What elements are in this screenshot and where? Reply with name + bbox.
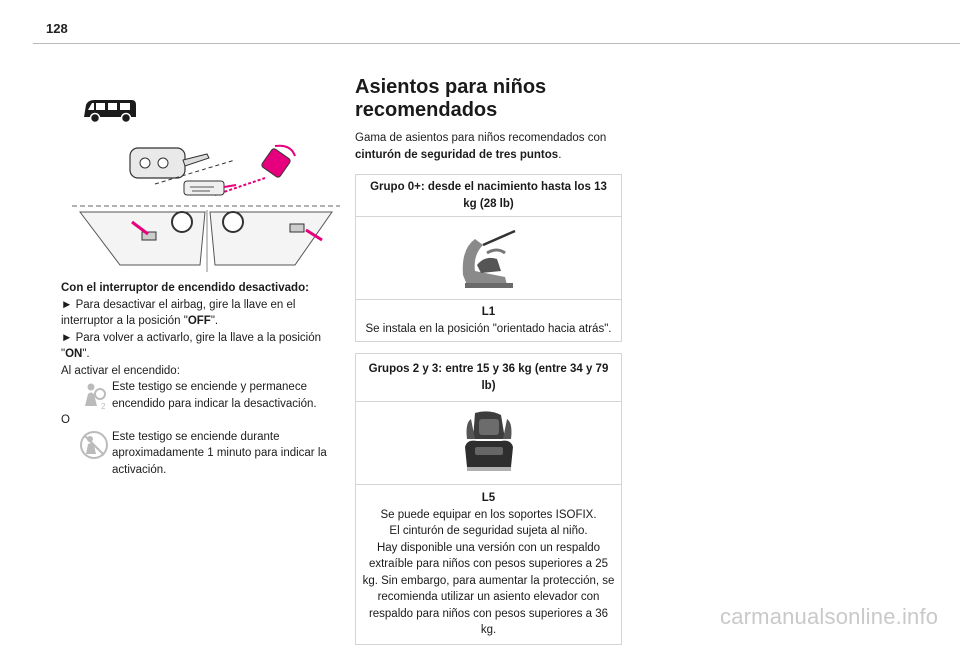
seat-description-line: Se puede equipar en los soportes ISOFIX. — [380, 508, 597, 521]
section-intro: Gama de asientos para niños recomendados con cinturón de seguridad de tres puntos. — [355, 132, 607, 161]
booster-seat-icon — [457, 409, 521, 477]
child-seat-section — [355, 76, 625, 645]
seat-description-line: Hay disponible una versión con un respaldo extraíble para niños con pesos superiores a 25 kg. Sin embargo, para aumentar la protección, se recomienda utilizar un asiento elevador con respaldo para niños con pesos superiores a 36 kg. — [362, 541, 615, 636]
group-description-cell — [356, 299, 621, 341]
page-number: 128 — [46, 21, 68, 36]
seat-image-cell — [356, 401, 621, 484]
airbag-instructions — [61, 280, 329, 478]
indicator-on-row — [61, 429, 329, 479]
seat-description: Se instala en la posición "orientado hacia atrás". — [365, 322, 612, 335]
indicator-off-text: Este testigo se enciende y permanece encendido para indicar la desactivación. — [112, 381, 317, 410]
instruction-reactivate: ► Para volver a activarlo, gire la llave a la posición "ON". — [61, 331, 322, 360]
airbag-on-warning-icon — [79, 430, 109, 460]
group-header: Grupos 2 y 3: entre 15 y 36 kg (entre 34 y 79 lb) — [368, 363, 609, 392]
section-title: Asientos para niños recomendados — [355, 76, 547, 121]
indicator-off-row — [61, 379, 329, 412]
airbag-off-warning-icon — [79, 380, 109, 410]
instruction-deactivate: ► Para desactivar el airbag, gire la llave en el interruptor a la posición "OFF". — [61, 298, 296, 327]
rear-facing-infant-seat-icon — [457, 225, 521, 291]
header-divider — [33, 43, 960, 44]
group-table-2-3 — [355, 353, 622, 645]
seat-image-cell — [356, 216, 621, 299]
instruction-heading: Con el interruptor de encendido desactivado: — [61, 282, 309, 294]
instruction-ignition: Al activar el encendido: — [61, 364, 180, 377]
group-header: Grupo 0+: desde el nacimiento hasta los 13 kg (28 lb) — [370, 181, 607, 210]
or-label: O — [61, 414, 70, 426]
group-table-0plus — [355, 174, 622, 342]
seat-code: L1 — [481, 306, 496, 318]
svg-text:2: 2 — [101, 402, 106, 410]
seat-description-line: El cinturón de seguridad sujeta al niño. — [389, 525, 588, 537]
van-icon — [80, 95, 140, 125]
indicator-on-text: Este testigo se enciende durante aproximadamente 1 minuto para indicar la activación. — [112, 430, 327, 476]
seat-code: L5 — [481, 492, 496, 504]
watermark: carmanualsonline.info — [720, 604, 939, 629]
dashboard-airbag-switch-icon — [70, 200, 342, 275]
group-description-cell — [356, 484, 621, 644]
